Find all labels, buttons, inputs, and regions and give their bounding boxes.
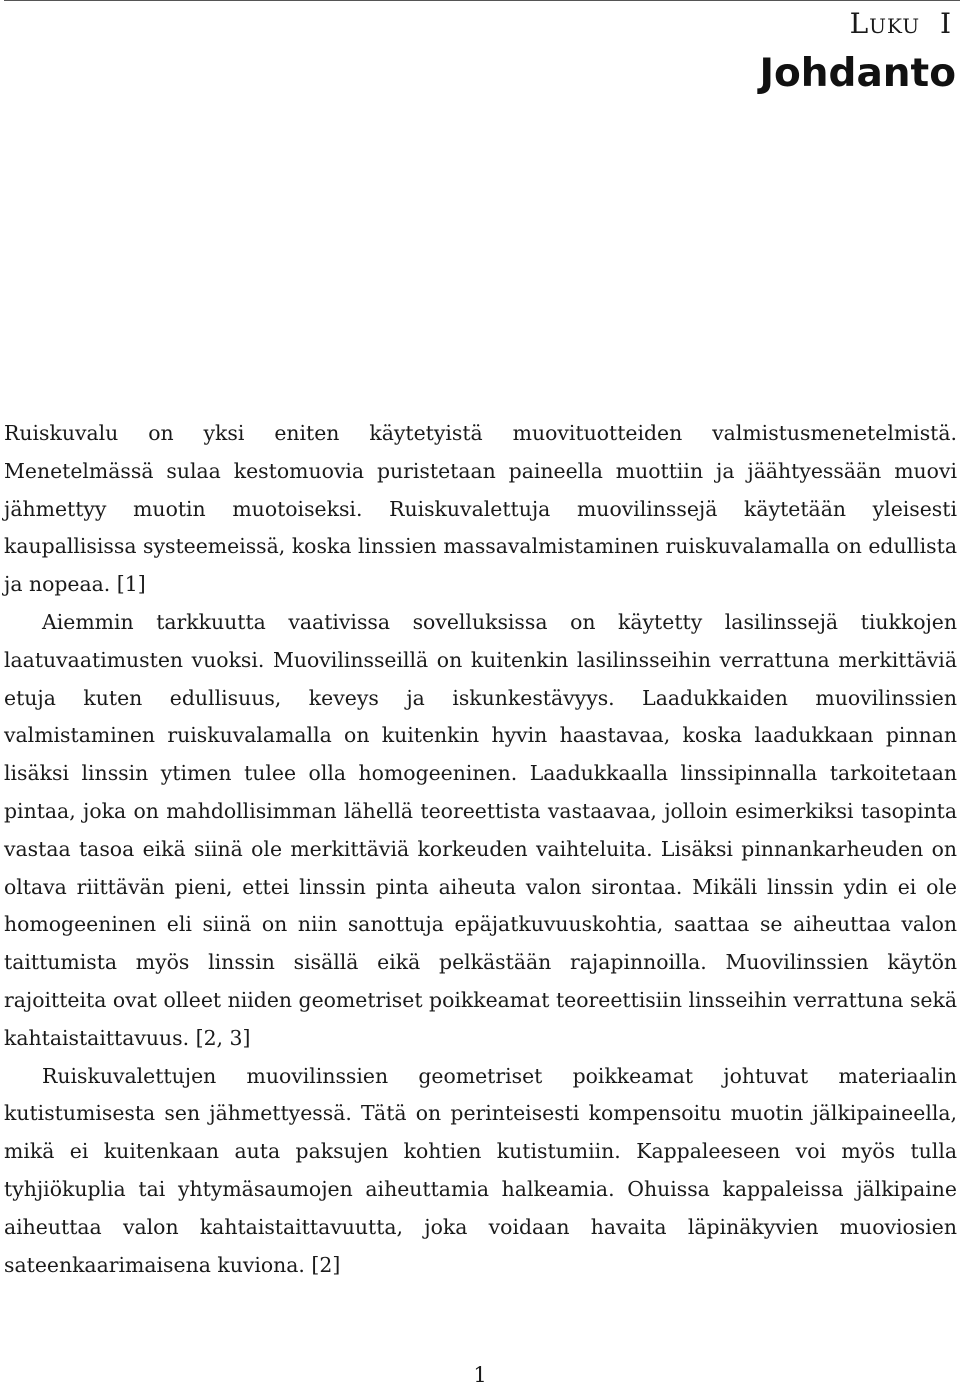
header-rule bbox=[4, 0, 960, 1]
paragraph-geometric-deviations: Ruiskuvalettujen muovilinssien geometriset poikkeamat johtuvat materiaalin kutistumisesta sen jähmettyessä. Tätä on perinteisesti kompensoitu muotin jälkipaineella, mikä ei kuitenkaan auta paksujen kohtien kutistumiin. Kappaleeseen voi myös tulla tyhjiökuplia tai yhtymäsaumojen aiheuttamia halkeamia. Ohuissa kappaleissa jälkipaine aiheuttaa valon kahtaistaittavuutta, joka voidaan havaita läpinäkyvien muoviosien sateenkaarimaisena kuviona. [2] bbox=[4, 1063, 957, 1277]
chapter-label-word: Luku bbox=[849, 7, 921, 40]
chapter-title: Johdanto bbox=[759, 51, 956, 96]
chapter-label bbox=[850, 4, 952, 44]
paragraph-intro: Ruiskuvalu on yksi eniten käytetyistä muovituotteiden valmistusmenetelmistä. Menetelmässä sulaa kestomuovia puristetaan paineella muottiin ja jäähtyessään muovi jähmettyy muotin muotoiseksi. Ruiskuvalettuja muovilinssejä käytetään yleisesti kaupallisissa systeemeissä, koska linssien massavalmistaminen ruiskuvalamalla on edullista ja nopeaa. [1] bbox=[4, 421, 957, 597]
chapter-label-numeral: I bbox=[939, 7, 952, 40]
body-text bbox=[4, 415, 957, 1284]
paragraph-plastic-lenses: Aiemmin tarkkuutta vaativissa sovelluksissa on käytetty lasilinssejä tiukkojen laatuvaatimusten vuoksi. Muovilinsseillä on kuitenkin lasilinsseihin verrattuna merkittäviä etuja kuten edullisuus, keveys ja iskunkestävyys. Laadukkaiden muovilinssien valmistaminen ruiskuvalamalla on kuitenkin hyvin haastavaa, koska laadukkaan pinnan lisäksi linssin ytimen tulee olla homogeeninen. Laadukkaalla linssipinnalla tarkoitetaan pintaa, joka on mahdollisimman lähellä teoreettista vastaavaa, jolloin esimerkiksi tasopinta vastaa tasoa eikä siinä ole merkittäviä korkeuden vaihteluita. Lisäksi pinnankarheuden on oltava riittävän pieni, ettei linssin pinta aiheuta valon sirontaa. Mikäli linssin ydin ei ole homogeeninen eli siinä on niin sanottuja epäjatkuvuuskohtia, saattaa se aiheuttaa valon taittumista myös linssin sisällä eikä pelkästään rajapinnoilla. Muovilinssien käytön rajoitteita ovat olleet niiden geometriset poikkeamat teoreettisiin linsseihin verrattuna sekä kahtaistaittavuus. [2, 3] bbox=[4, 609, 957, 1050]
page-number: 1 bbox=[473, 1363, 487, 1387]
